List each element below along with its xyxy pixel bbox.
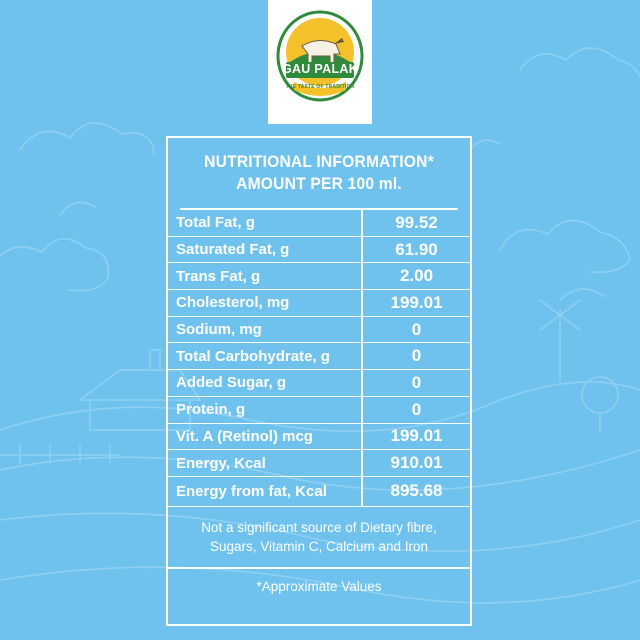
table-row: [168, 290, 470, 317]
nutrient-value: 895.68: [390, 481, 443, 501]
nutrient-label: Added Sugar, g: [168, 370, 363, 396]
table-row: [168, 424, 470, 451]
nutrient-value: 199.01: [390, 426, 443, 446]
brand-tagline: THE TASTE OF TRADITION: [285, 84, 355, 90]
table-row: [168, 450, 470, 477]
nutrient-value: 2.00: [399, 266, 434, 286]
nutrient-value: 0: [411, 346, 422, 366]
approximate-values-note: *Approximate Values: [256, 579, 382, 595]
table-row: [168, 317, 470, 344]
note-line: Sugars, Vitamin C, Calcium and Iron: [209, 538, 429, 554]
disclaimer-note: [168, 507, 470, 569]
nutrient-label: Energy from fat, Kcal: [168, 477, 363, 506]
nutrient-label: Trans Fat, g: [168, 263, 363, 289]
panel-title: NUTRITIONAL INFORMATION*: [204, 152, 434, 171]
nutrient-value: 0: [411, 399, 422, 419]
nutrient-label: Saturated Fat, g: [168, 237, 363, 263]
panel-subtitle: AMOUNT PER 100 ml.: [236, 174, 402, 193]
nutrient-value: 61.90: [395, 239, 438, 259]
nutrient-label: Protein, g: [168, 397, 363, 423]
table-row: [168, 477, 470, 507]
table-row: [168, 210, 470, 237]
table-row: [168, 370, 470, 397]
table-row: [168, 397, 470, 424]
nutrition-panel: [166, 136, 472, 626]
nutrient-value: 0: [411, 372, 422, 392]
logo-tab: [268, 0, 372, 124]
nutrient-value: 199.01: [390, 292, 443, 312]
panel-header: [180, 138, 458, 210]
note-line: Not a significant source of Dietary fibre,: [201, 519, 437, 535]
nutrition-table: [168, 210, 470, 507]
nutrient-label: Total Carbohydrate, g: [168, 343, 363, 369]
nutrient-label: Total Fat, g: [168, 210, 363, 236]
nutrient-label: Cholesterol, mg: [168, 290, 363, 316]
nutrient-value: 99.52: [395, 212, 438, 232]
table-row: [168, 343, 470, 370]
nutrient-label: Energy, Kcal: [168, 450, 363, 476]
table-row: [168, 237, 470, 264]
brand-name: GAU PALAK: [281, 62, 359, 76]
nutrient-value: 910.01: [390, 453, 443, 473]
nutrient-value: 0: [411, 319, 422, 339]
table-row: [168, 263, 470, 290]
nutrient-label: Sodium, mg: [168, 317, 363, 343]
nutrient-label: Vit. A (Retinol) mcg: [168, 424, 363, 450]
